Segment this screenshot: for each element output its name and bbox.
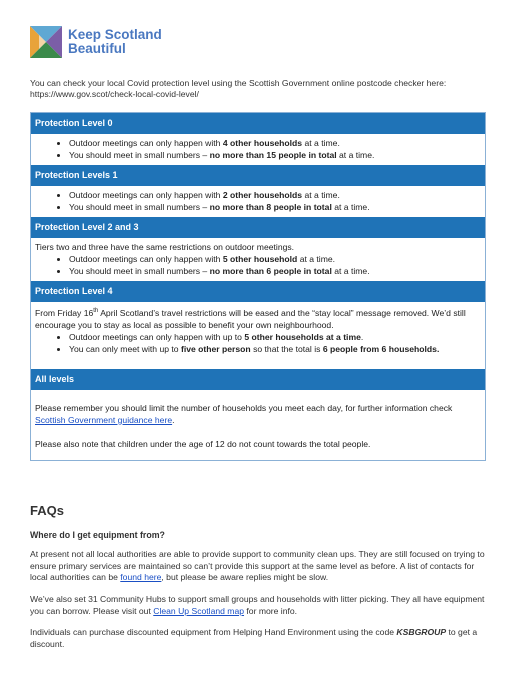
intro-text: You can check your local Covid protection level using the Scottish Government online postcode checker here: [30,78,447,88]
discount-code: KSBGROUP [396,627,447,637]
list-item: • Outdoor meetings can only happen with 5 other household at a time. [69,253,481,265]
faq-paragraph-1: At present not all local authorities are able to provide support to community clean ups. They are still focused on trying to ensure primary services are maintained so can’t provide this support at the same level as before. A list of contacts for local authorities can be found here, but please be aware replies might be slow. [30,549,485,582]
scottish-government-guidance-link[interactable]: Scottish Government guidance here [35,414,173,425]
list-item: • You can only meet with up to five other person so that the total is 6 people from 6 households. [69,343,481,355]
level-4-header: Protection Level 4 [31,281,485,302]
brand-logo [30,26,162,58]
faq-paragraph-3: Individuals can purchase discounted equipment from Helping Hand Environment using the code KSBGROUP to get a discount. [30,627,478,649]
intro-paragraph [30,78,486,100]
all-levels-content [31,390,485,460]
level-0-content [31,134,485,165]
found-here-link[interactable]: found here [120,572,162,582]
list-item: • You should meet in small numbers – no more than 8 people in total at a time. [69,201,481,213]
list-item: • Outdoor meetings can only happen with 2 other households at a time. [69,189,481,201]
all-levels-paragraph-1: Please remember you should limit the number of households you meet each day, for further information check Scottish Government guidance here. [35,402,453,425]
all-levels-header: All levels [31,369,485,390]
brand-name-line1: Keep Scotland [68,27,162,42]
level-4-content [31,302,485,369]
level-1-content [31,186,485,217]
protection-levels-table [30,112,486,461]
level-0-header: Protection Level 0 [31,113,485,134]
intro-url: https://www.gov.scot/check-local-covid-level/ [30,89,199,99]
level-2-3-content [31,238,485,281]
level-2-3-intro: Tiers two and three have the same restrictions on outdoor meetings. [35,242,295,252]
all-levels-paragraph-2: Please also note that children under the age of 12 do not count towards the total people. [35,438,371,449]
keep-scotland-beautiful-logo-icon [30,26,62,58]
faq-question: Where do I get equipment from? [30,530,165,540]
clean-up-scotland-map-link[interactable]: Clean Up Scotland map [153,605,245,616]
list-item: • Outdoor meetings can only happen with 4 other households at a time. [69,137,481,149]
list-item: • You should meet in small numbers – no more than 15 people in total at a time. [69,149,481,161]
faq-paragraph-2: We’ve also set 31 Community Hubs to support small groups and households with litter picking. They all have equipment you can borrow. Please visit out Clean Up Scotland map for more info. [30,594,485,616]
level-1-header: Protection Levels 1 [31,165,485,186]
list-item: • You should meet in small numbers – no more than 6 people in total at a time. [69,265,481,277]
level-4-intro: From Friday 16th April Scotland’s travel restrictions will be eased and the “stay local” message removed. We’d still encourage you to stay as local as possible to benefit your own neighbourhood. [35,307,466,330]
brand-name-line2: Beautiful [68,41,126,56]
list-item: • Outdoor meetings can only happen with up to 5 other households at a time. [69,331,481,343]
level-2-3-header: Protection Level 2 and 3 [31,217,485,238]
faqs-heading: FAQs [30,503,64,518]
